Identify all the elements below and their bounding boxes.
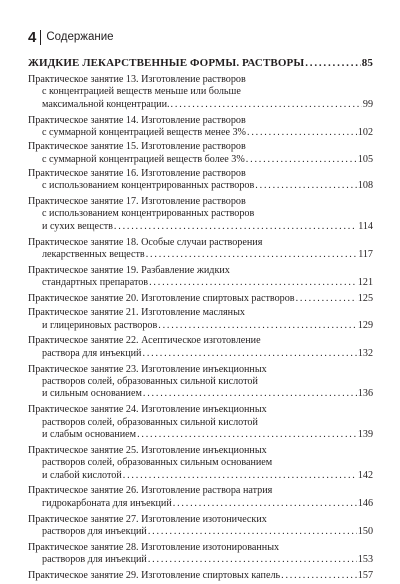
toc-entry-last-line — [28, 498, 373, 510]
toc-entry[interactable] — [28, 445, 373, 482]
toc-entry[interactable] — [28, 542, 373, 567]
toc-entry[interactable] — [28, 265, 373, 290]
toc-entry[interactable] — [28, 74, 373, 111]
toc-entry[interactable] — [28, 237, 373, 262]
leader-dots — [148, 526, 357, 538]
toc-entry-line: и слабой кислотой — [42, 469, 122, 481]
toc-entry-page-number: 129 — [357, 319, 373, 331]
toc-entry-last-line — [28, 526, 373, 538]
toc-entry-line: Практическое занятие 17. Изготовление растворов — [28, 196, 246, 208]
toc-entry-line: и сухих веществ — [42, 220, 113, 232]
toc-entry-page-number: 142 — [357, 469, 373, 481]
toc-entry-line: растворов для инъекций — [42, 554, 147, 566]
toc-entry[interactable] — [28, 293, 373, 305]
leader-dots — [143, 388, 357, 400]
toc-entry-page-number: 114 — [358, 220, 373, 232]
section-title: ЖИДКИЕ ЛЕКАРСТВЕННЫЕ ФОРМЫ. РАСТВОРЫ — [28, 57, 305, 69]
toc-entry[interactable] — [28, 115, 373, 140]
toc-entry-last-line — [28, 570, 373, 582]
toc-entry-line: с суммарной концентрацией веществ менее 3% — [42, 127, 246, 139]
toc-entry-page-number: 117 — [358, 249, 373, 261]
leader-dots — [255, 180, 357, 192]
toc-entry-line: и слабым основанием — [42, 429, 137, 441]
toc-entry-page-number: 125 — [357, 293, 373, 305]
toc-entry[interactable] — [28, 570, 373, 582]
toc-entry[interactable] — [28, 168, 373, 193]
toc-entry-page-number: 150 — [357, 526, 373, 538]
toc-entry-line: Практическое занятие 14. Изготовление растворов — [28, 114, 246, 126]
toc-section-heading[interactable] — [28, 56, 373, 70]
toc-entry-line: Практическое занятие 24. Изготовление инъекционных — [28, 404, 267, 416]
running-header-title: Содержание — [46, 30, 114, 43]
toc-entry-page-number: 132 — [357, 347, 373, 359]
toc-entry-line: раствора для инъекций — [42, 347, 142, 359]
toc-entry-page-number: 157 — [357, 570, 373, 582]
toc-entry-last-line — [28, 470, 373, 482]
toc-entry[interactable] — [28, 485, 373, 510]
leader-dots — [305, 56, 361, 70]
toc-entry-line: Практическое занятие 20. Изготовление спиртовых растворов — [28, 293, 295, 305]
toc-entry-last-line — [28, 429, 373, 441]
toc-entry-page-number: 136 — [357, 388, 373, 400]
toc-entry[interactable] — [28, 196, 373, 233]
toc-entry-last-line — [28, 277, 373, 289]
toc-entry-line: растворов солей, образованных сильным основанием — [42, 457, 273, 469]
leader-dots — [158, 320, 357, 332]
leader-dots — [114, 221, 357, 233]
section-page-number: 85 — [361, 57, 373, 69]
toc-entry-line: и сильным основанием — [42, 388, 142, 400]
toc-entry-line: Практическое занятие 13. Изготовление растворов — [28, 74, 246, 85]
leader-dots — [296, 293, 357, 305]
toc-entry-line: растворов солей, образованных сильной кислотой — [42, 376, 258, 388]
leader-dots — [281, 570, 357, 582]
toc-entry-line: Практическое занятие 27. Изготовление изотонических — [28, 513, 267, 525]
toc-entry-last-line — [28, 221, 373, 233]
toc-entry-line: Практическое занятие 28. Изготовление изотонированных — [28, 541, 280, 553]
toc-entry-line: и глицериновых растворов — [42, 319, 158, 331]
toc-entry-line: Практическое занятие 15. Изготовление растворов — [28, 141, 246, 153]
toc-entry-last-line — [28, 154, 373, 166]
toc-entries — [28, 74, 373, 583]
toc-entry-line: с суммарной концентрацией веществ более 3% — [42, 153, 245, 165]
toc-entry-page-number: 146 — [357, 497, 373, 509]
toc-entry-line: с концентрацией веществ меньше или больше — [42, 86, 241, 98]
leader-dots — [149, 277, 357, 289]
toc-entry-page-number: 108 — [357, 180, 373, 192]
toc-entry-line: Практическое занятие 19. Разбавление жидких — [28, 264, 230, 276]
toc-entry-page-number: 105 — [357, 153, 373, 165]
toc-entry[interactable] — [28, 514, 373, 539]
toc-entry-last-line — [28, 99, 373, 111]
toc-entry-line: Практическое занятие 23. Изготовление инъекционных — [28, 363, 267, 375]
toc-entry-page-number: 121 — [357, 277, 373, 289]
toc-entry-line: растворов для инъекций — [42, 526, 147, 538]
toc-entry-line: с использованием концентрированных растворов — [42, 180, 255, 192]
leader-dots — [173, 498, 357, 510]
leader-dots — [137, 429, 357, 441]
toc-entry-last-line — [28, 127, 373, 139]
toc-entry-line: Практическое занятие 25. Изготовление инъекционных — [28, 444, 267, 456]
toc-entry[interactable] — [28, 307, 373, 332]
toc-entry-line: растворов солей, образованных сильной кислотой — [42, 416, 258, 428]
leader-dots — [146, 249, 357, 261]
toc-entry-last-line — [28, 249, 373, 261]
leader-dots — [171, 99, 362, 111]
toc-entry-last-line — [28, 388, 373, 400]
toc-entry-page-number: 99 — [362, 98, 373, 110]
toc-entry[interactable] — [28, 335, 373, 360]
toc-entry[interactable] — [28, 404, 373, 441]
header-divider — [40, 30, 41, 45]
toc-entry-line: Практическое занятие 21. Изготовление масляных — [28, 307, 245, 319]
toc-entry-last-line — [28, 293, 373, 305]
toc-entry[interactable] — [28, 364, 373, 401]
toc-entry-line: максимальной концентрации. — [42, 98, 170, 110]
toc-entry-last-line — [28, 180, 373, 192]
toc-entry-line: Практическое занятие 29. Изготовление спиртовых капель — [28, 570, 281, 582]
toc-entry-last-line — [28, 320, 373, 332]
toc-entry-line: Практическое занятие 26. Изготовление раствора натрия — [28, 485, 273, 497]
toc-entry-last-line — [28, 554, 373, 566]
leader-dots — [247, 127, 357, 139]
toc-entry-line: Практическое занятие 22. Асептическое изготовление — [28, 335, 261, 347]
leader-dots — [246, 154, 357, 166]
toc-entry-line: Практическое занятие 18. Особые случаи растворения — [28, 236, 263, 248]
toc-entry-line: Практическое занятие 16. Изготовление растворов — [28, 167, 246, 179]
toc-entry-line: стандартных препаратов — [42, 277, 149, 289]
page-number: 4 — [28, 29, 37, 46]
toc-entry-page-number: 153 — [357, 554, 373, 566]
leader-dots — [123, 470, 357, 482]
toc-entry-page-number: 102 — [357, 127, 373, 139]
toc-entry-last-line — [28, 348, 373, 360]
toc-entry-page-number: 139 — [357, 429, 373, 441]
toc-entry[interactable] — [28, 141, 373, 166]
toc-entry-line: гидрокарбоната для инъекций — [42, 497, 172, 509]
running-header — [28, 30, 114, 45]
toc-entry-line: с использованием концентрированных растворов — [42, 208, 255, 220]
toc-entry-line: лекарственных веществ — [42, 249, 145, 261]
table-of-contents — [28, 56, 373, 584]
leader-dots — [142, 348, 356, 360]
leader-dots — [148, 554, 357, 566]
